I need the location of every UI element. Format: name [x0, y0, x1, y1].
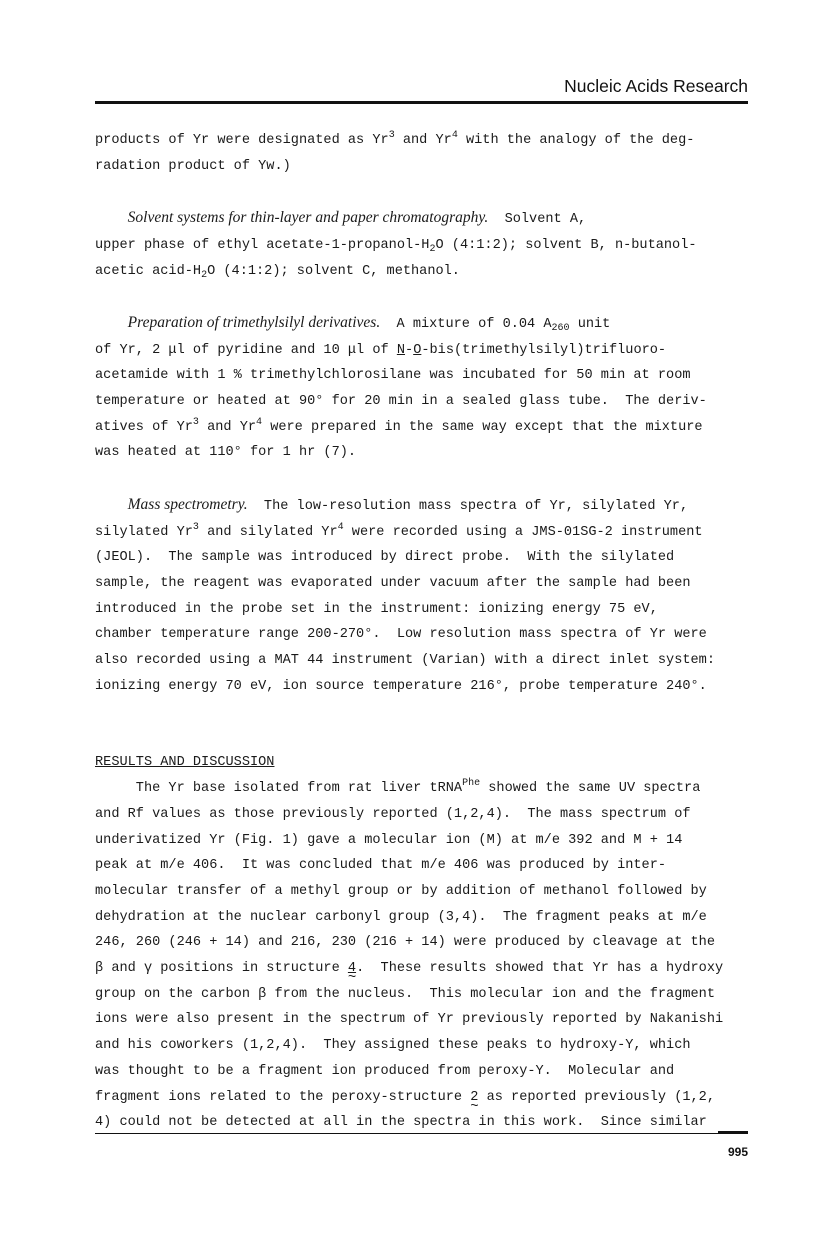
results-line-7: 246, 260 (246 + 14) and 216, 230 (216 + 14) were produced by cleavage at the — [95, 935, 715, 951]
results-line-4: peak at m/e 406. It was concluded that m/e 406 was produced by inter- — [95, 858, 667, 874]
results-line-9: group on the carbon β from the nucleus. This molecular ion and the fragment — [95, 986, 715, 1002]
results-line-6: dehydration at the nuclear carbonyl group (3,4). The fragment peaks at m/e — [95, 909, 707, 925]
p2-line-3: acetic acid-$H_2O$ (4:1:2); solvent C, methanol. — [95, 263, 460, 281]
results-line-2: and Rf values as those previously reported (1,2,4). The mass spectrum of — [95, 806, 691, 822]
results-line-13: fragment ions related to the peroxy-structure 2 ~ as reported previously (1,2, — [95, 1085, 755, 1111]
p4-line-5: introduced in the probe set in the instrument: ionizing energy 75 eV, — [95, 601, 658, 617]
p3-line-2: of Yr, 2 μl of pyridine and 10 μl of N-O-bis(trimethylsilyl)trifluoro- — [95, 342, 667, 358]
subsection-heading: Preparation of trimethylsilyl derivatives. — [127, 313, 381, 331]
structure-number: 4 ~ — [348, 956, 356, 982]
structure-number: 2 ~ — [470, 1085, 478, 1111]
p3-line-1: Preparation of trimethylsilyl derivatives. A mixture of 0.04 $A_{260}$ unit — [127, 313, 611, 334]
results-line-5: molecular transfer of a methyl group or by addition of methanol followed by — [95, 883, 707, 899]
article-body — [95, 128, 755, 1136]
results-line-11: and his coworkers (1,2,4). They assigned these peaks to hydroxy-Y, which — [95, 1038, 691, 1054]
results-line-3: underivatized Yr (Fig. 1) gave a molecular ion (M) at m/e 392 and M + 14 — [95, 832, 683, 848]
p4-line-2: silylated Yr$^3$ and silylated Yr$^4$ were recorded using a JMS-01SG-2 instrument — [95, 521, 703, 540]
p4-line-4: sample, the reagent was evaporated under vacuum after the sample had been — [95, 575, 691, 591]
p4-line-7: also recorded using a MAT 44 instrument (Varian) with a direct inlet system: — [95, 653, 715, 669]
p2-line-2: upper phase of ethyl acetate-$1-propanol-H_2O$ (4:1:2); solvent B, n-butanol- — [95, 237, 697, 255]
p3-line-5: atives of Yr$^3$ and Yr$^4$ were prepared in the same way except that the mixture — [95, 416, 703, 435]
results-line-8: β and γ positions in structure 4 ~. These results showed that Yr has a hydroxy — [95, 956, 755, 982]
journal-title: Nucleic Acids Research — [564, 76, 748, 96]
results-line-1: The Yr base isolated from rat liver tRNA$^{Phe}$ showed the same UV spectra — [95, 778, 701, 797]
section-heading: RESULTS AND DISCUSSION — [95, 755, 275, 771]
p3-line-3: acetamide with 1 % trimethylchlorosilane was incubated for 50 min at room — [95, 368, 691, 384]
subsection-heading: Solvent systems for thin-layer and paper chromatography. — [127, 209, 489, 227]
page-number: 995 — [727, 1145, 748, 1159]
results-line-14: 4) could not be detected at all in the spectra in this work. Since similar — [95, 1115, 707, 1131]
subsection-heading: Mass spectrometry. — [127, 495, 248, 513]
p1-line-1: products of Yr were designated as Yr$^3$ and Yr$^4$ with the analogy of the deg- — [95, 130, 695, 148]
p1-line-2: radation product of Yw.) — [95, 158, 291, 174]
results-line-10: ions were also present in the spectrum of Yr previously reported by Nakanishi — [95, 1012, 724, 1028]
results-line-12: was thought to be a fragment ion produced from peroxy-Y. Molecular and — [95, 1063, 675, 1079]
p3-line-4: temperature or heated at 90° for 20 min in a sealed glass tube. The deriv- — [95, 394, 707, 409]
footer-rule — [95, 1133, 748, 1134]
p4-line-6: chamber temperature range 200-270°. Low resolution mass spectra of Yr were — [95, 627, 707, 643]
header-rule — [95, 101, 748, 104]
p4-line-3: (JEOL). The sample was introduced by direct probe. With the silylated — [95, 550, 675, 566]
p4-line-1: Mass spectrometry. The low-resolution mass spectra of Yr, silylated Yr, — [127, 495, 689, 514]
p4-line-8: ionizing energy 70 eV, ion source temperature 216°, probe temperature 240°. — [95, 678, 707, 694]
p2-line-1: Solvent systems for thin-layer and paper chromatography. Solvent A, — [127, 209, 587, 228]
p3-line-6: was heated at 110° for 1 hr (7). — [95, 445, 357, 461]
